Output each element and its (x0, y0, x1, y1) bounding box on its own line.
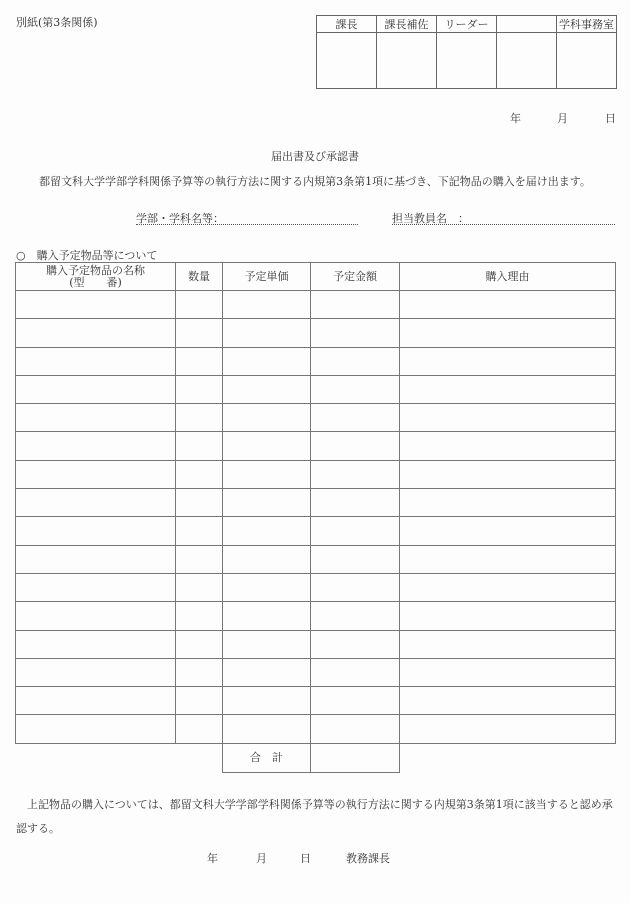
document-title: 届出書及び承認書 (271, 150, 359, 163)
approval-year: 年 (207, 852, 218, 865)
table-row (16, 573, 616, 601)
col-item-name-line1: 購入予定物品の名称 (46, 263, 145, 277)
cell-quantity[interactable] (176, 375, 223, 403)
cell-amount[interactable] (311, 658, 400, 686)
table-row (16, 432, 616, 460)
cell-quantity[interactable] (176, 602, 223, 630)
stamp-box[interactable] (437, 33, 497, 89)
cell-amount[interactable] (311, 291, 400, 319)
col-item-name (16, 263, 176, 291)
cell-reason[interactable] (400, 715, 616, 743)
cell-amount[interactable] (311, 375, 400, 403)
cell-unit-price[interactable] (223, 432, 311, 460)
cell-quantity[interactable] (176, 291, 223, 319)
table-row (16, 404, 616, 432)
cell-reason[interactable] (400, 517, 616, 545)
approval-col-dept-office: 学科事務室 (557, 16, 617, 33)
cell-item-name[interactable] (16, 375, 176, 403)
table-row (16, 319, 616, 347)
col-quantity: 数量 (176, 263, 223, 291)
cell-unit-price[interactable] (223, 630, 311, 658)
cell-unit-price[interactable] (223, 687, 311, 715)
table-row (16, 687, 616, 715)
table-row (16, 347, 616, 375)
stamp-box[interactable] (497, 33, 557, 89)
cell-amount[interactable] (311, 347, 400, 375)
cell-item-name[interactable] (16, 715, 176, 743)
cell-reason[interactable] (400, 347, 616, 375)
cell-item-name[interactable] (16, 687, 176, 715)
cell-item-name[interactable] (16, 347, 176, 375)
cell-quantity[interactable] (176, 545, 223, 573)
cell-unit-price[interactable] (223, 715, 311, 743)
col-reason: 購入理由 (400, 263, 616, 291)
cell-unit-price[interactable] (223, 404, 311, 432)
cell-reason[interactable] (400, 545, 616, 573)
teacher-label: 担当教員名 ： (392, 212, 469, 225)
approval-col-blank (497, 16, 557, 33)
date-day: 日 (605, 112, 616, 125)
total-label: 合 計 (223, 743, 311, 772)
table-row (16, 630, 616, 658)
cell-quantity[interactable] (176, 347, 223, 375)
cell-unit-price[interactable] (223, 517, 311, 545)
total-value[interactable] (311, 743, 400, 772)
cell-reason[interactable] (400, 687, 616, 715)
cell-item-name[interactable] (16, 658, 176, 686)
cell-amount[interactable] (311, 432, 400, 460)
cell-amount[interactable] (311, 460, 400, 488)
cell-item-name[interactable] (16, 573, 176, 601)
cell-reason[interactable] (400, 602, 616, 630)
table-row (16, 291, 616, 319)
cell-quantity[interactable] (176, 715, 223, 743)
cell-reason[interactable] (400, 630, 616, 658)
annex-label: 別紙(第3条関係) (16, 16, 98, 29)
cell-reason[interactable] (400, 658, 616, 686)
items-table (15, 262, 616, 773)
cell-unit-price[interactable] (223, 573, 311, 601)
items-section-heading: ○ 購入予定物品等について (16, 249, 158, 262)
stamp-box[interactable] (317, 33, 377, 89)
department-field[interactable] (136, 210, 358, 225)
cell-amount[interactable] (311, 319, 400, 347)
cell-quantity[interactable] (176, 489, 223, 517)
cell-quantity[interactable] (176, 573, 223, 601)
intro-text: 都留文科大学学部学科関係予算等の執行方法に関する内規第3条第1項に基づき、下記物品の購入を届け出ます。 (39, 175, 591, 188)
cell-reason[interactable] (400, 432, 616, 460)
cell-unit-price[interactable] (223, 658, 311, 686)
cell-item-name[interactable] (16, 517, 176, 545)
cell-item-name[interactable] (16, 404, 176, 432)
cell-reason[interactable] (400, 404, 616, 432)
cell-amount[interactable] (311, 573, 400, 601)
total-spacer (16, 743, 223, 772)
cell-reason[interactable] (400, 319, 616, 347)
cell-amount[interactable] (311, 715, 400, 743)
cell-quantity[interactable] (176, 319, 223, 347)
cell-unit-price[interactable] (223, 460, 311, 488)
cell-unit-price[interactable] (223, 319, 311, 347)
date-year: 年 (510, 112, 521, 125)
table-row (16, 715, 616, 743)
cell-unit-price[interactable] (223, 545, 311, 573)
cell-quantity[interactable] (176, 432, 223, 460)
cell-quantity[interactable] (176, 404, 223, 432)
cell-unit-price[interactable] (223, 291, 311, 319)
cell-item-name[interactable] (16, 432, 176, 460)
cell-amount[interactable] (311, 602, 400, 630)
cell-amount[interactable] (311, 517, 400, 545)
col-item-model: (型 番) (69, 275, 122, 289)
table-row (16, 375, 616, 403)
cell-unit-price[interactable] (223, 489, 311, 517)
cell-item-name[interactable] (16, 630, 176, 658)
submission-date (0, 110, 630, 124)
col-unit-price: 予定単価 (223, 263, 311, 291)
cell-item-name[interactable] (16, 460, 176, 488)
cell-unit-price[interactable] (223, 375, 311, 403)
table-row (16, 489, 616, 517)
table-row (16, 602, 616, 630)
stamp-box[interactable] (377, 33, 437, 89)
cell-item-name[interactable] (16, 489, 176, 517)
cell-reason[interactable] (400, 460, 616, 488)
cell-unit-price[interactable] (223, 602, 311, 630)
approval-statement: 上記物品の購入については、都留文科大学学部学科関係予算等の執行方法に関する内規第3条第1項に該当すると認め承認する。 (16, 798, 613, 835)
stamp-box[interactable] (557, 33, 617, 89)
cell-item-name[interactable] (16, 319, 176, 347)
cell-unit-price[interactable] (223, 347, 311, 375)
cell-item-name[interactable] (16, 545, 176, 573)
approval-col-section-chief: 課長 (317, 16, 377, 33)
table-row (16, 545, 616, 573)
department-label: 学部・学科名等： (136, 212, 224, 225)
approver-title: 教務課長 (346, 852, 390, 865)
table-row (16, 460, 616, 488)
cell-item-name[interactable] (16, 291, 176, 319)
approval-day: 日 (300, 852, 311, 865)
cell-quantity[interactable] (176, 460, 223, 488)
approval-col-assistant-chief: 課長補佐 (377, 16, 437, 33)
cell-quantity[interactable] (176, 687, 223, 715)
table-row (16, 517, 616, 545)
approval-month: 月 (256, 852, 267, 865)
col-amount: 予定金額 (311, 263, 400, 291)
cell-reason[interactable] (400, 573, 616, 601)
date-month: 月 (557, 112, 568, 125)
cell-reason[interactable] (400, 489, 616, 517)
cell-amount[interactable] (311, 687, 400, 715)
teacher-field[interactable] (392, 210, 615, 225)
cell-quantity[interactable] (176, 517, 223, 545)
cell-reason[interactable] (400, 375, 616, 403)
total-spacer (400, 743, 616, 772)
cell-amount[interactable] (311, 404, 400, 432)
cell-quantity[interactable] (176, 630, 223, 658)
table-row (16, 658, 616, 686)
approval-stamp-table (316, 15, 617, 89)
cell-quantity[interactable] (176, 658, 223, 686)
cell-amount[interactable] (311, 489, 400, 517)
cell-amount[interactable] (311, 630, 400, 658)
cell-amount[interactable] (311, 545, 400, 573)
cell-reason[interactable] (400, 291, 616, 319)
approval-col-leader: リーダー (437, 16, 497, 33)
cell-item-name[interactable] (16, 602, 176, 630)
